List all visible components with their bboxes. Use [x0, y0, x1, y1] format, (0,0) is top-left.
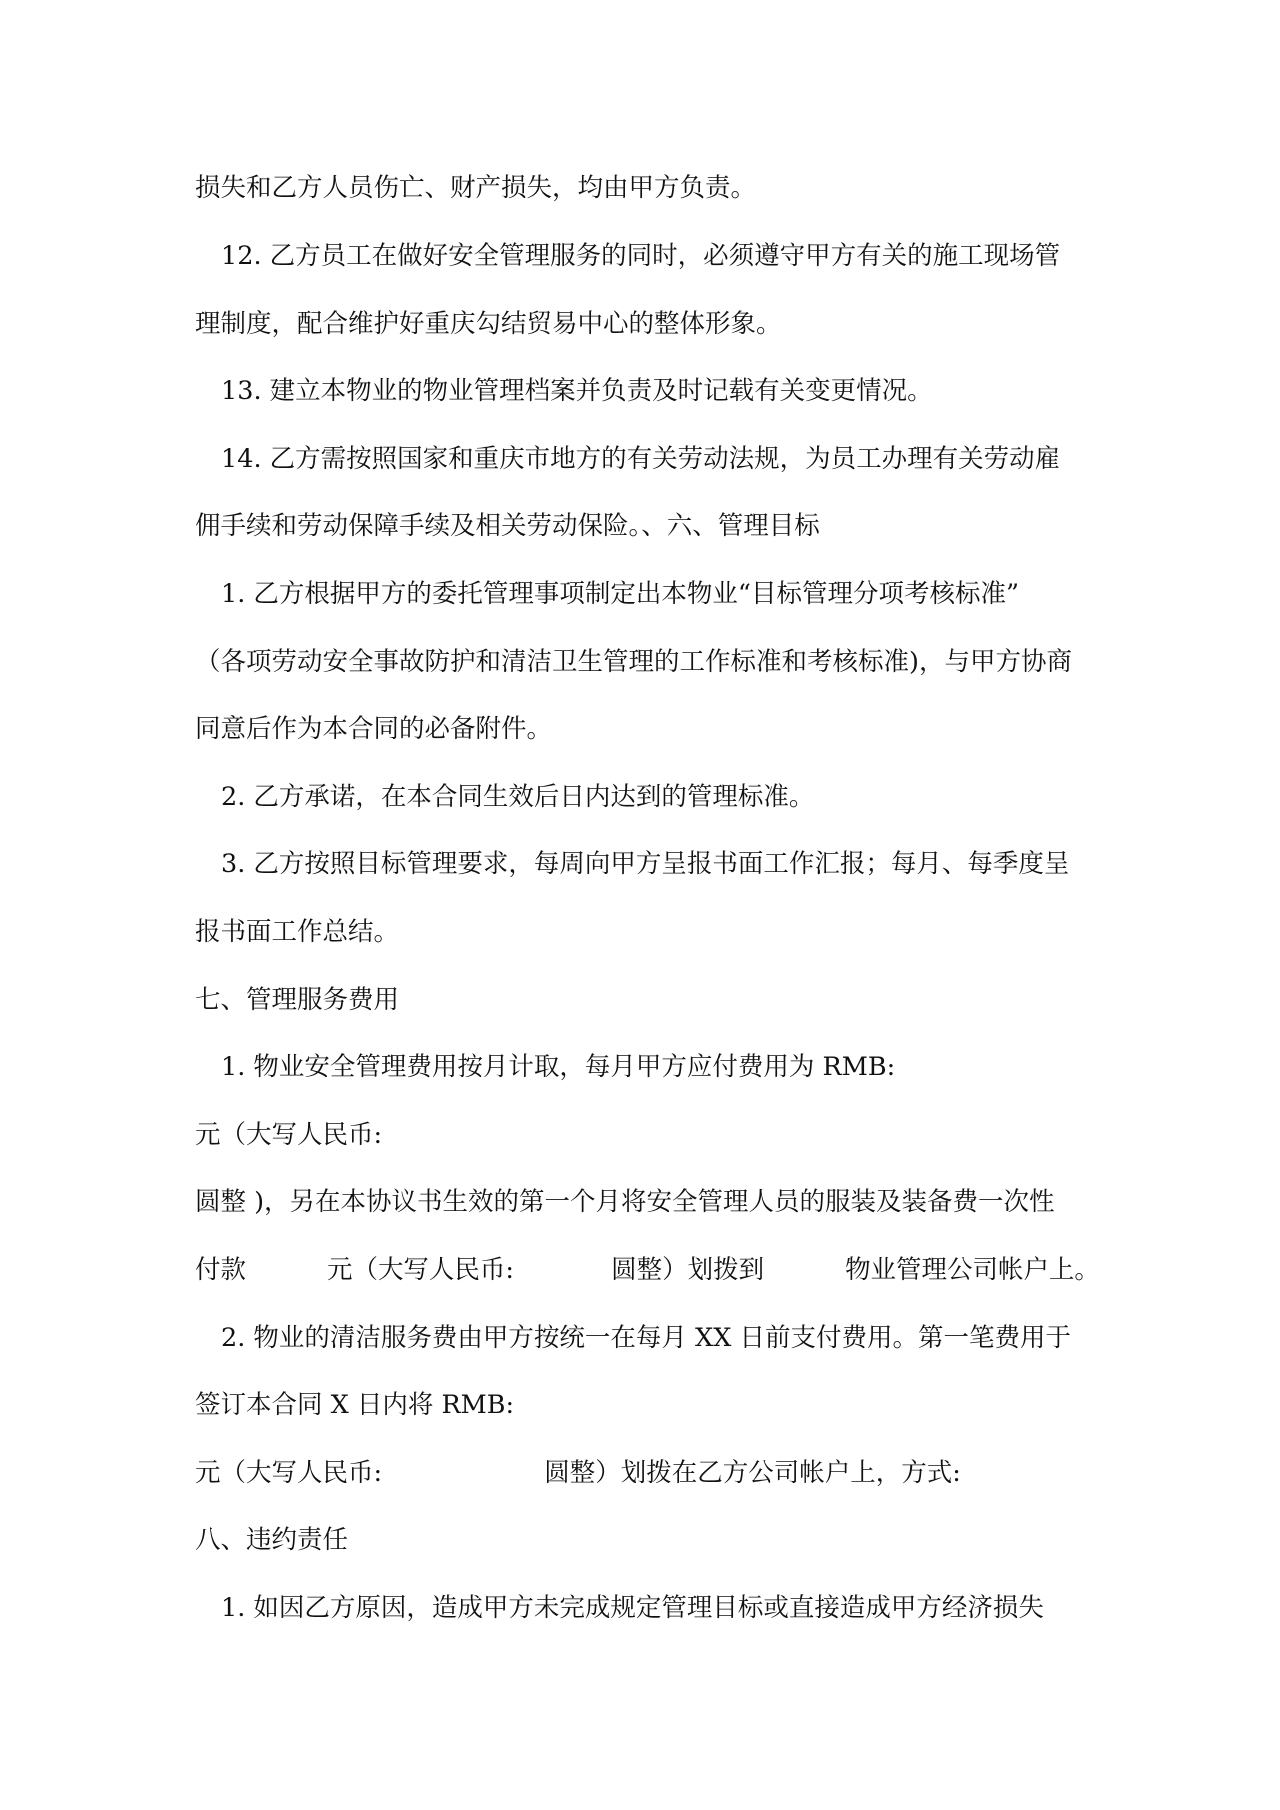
text-line: （各项劳动安全事故防护和清洁卫生管理的工作标准和考核标准)，与甲方协商	[195, 647, 1072, 677]
text-line: 报书面工作总结。	[195, 917, 400, 947]
list-item-2: 2. 物业的清洁服务费由甲方按统一在每月 XX 日前支付费用。第一笔费用于	[221, 1323, 1071, 1353]
list-item-14: 14. 乙方需按照国家和重庆市地方的有关劳动法规，为员工办理有关劳动雇	[221, 444, 1061, 474]
text-line: 佣手续和劳动保障手续及相关劳动保险。、六、管理目标	[195, 511, 820, 541]
list-item-12: 12. 乙方员工在做好安全管理服务的同时，必须遵守甲方有关的施工现场管	[221, 241, 1061, 271]
text-line: 签订本合同 X 日内将 RMB:	[195, 1390, 515, 1420]
section-heading: 八、违约责任	[195, 1525, 349, 1555]
list-item-3: 3. 乙方按照目标管理要求，每周向甲方呈报书面工作汇报；每月、每季度呈	[221, 849, 1070, 879]
text-line: 付款 元（大写人民币: 圆整）划拨到 物业管理公司帐户上。	[195, 1255, 1100, 1285]
section-heading: 七、管理服务费用	[195, 985, 400, 1015]
text-line: 元（大写人民币:	[195, 1120, 383, 1150]
list-item-1: 1. 如因乙方原因，造成甲方未完成规定管理目标或直接造成甲方经济损失	[221, 1593, 1044, 1623]
text-line: 理制度，配合维护好重庆勾结贸易中心的整体形象。	[195, 309, 782, 339]
list-item-1: 1. 乙方根据甲方的委托管理事项制定出本物业“目标管理分项考核标准”	[221, 579, 1020, 609]
list-item-13: 13. 建立本物业的物业管理档案并负责及时记载有关变更情况。	[221, 376, 933, 406]
text-line: 圆整 )，另在本协议书生效的第一个月将安全管理人员的服装及装备费一次性	[195, 1187, 1055, 1217]
text-line: 损失和乙方人员伤亡、财产损失，均由甲方负责。	[195, 173, 757, 203]
text-line: 同意后作为本合同的必备附件。	[195, 714, 553, 744]
text-line: 元（大写人民币: 圆整）划拨在乙方公司帐户上，方式:	[195, 1458, 961, 1488]
list-item-1: 1. 物业安全管理费用按月计取，每月甲方应付费用为 RMB:	[221, 1052, 896, 1082]
list-item-2: 2. 乙方承诺，在本合同生效后日内达到的管理标准。	[221, 782, 815, 812]
